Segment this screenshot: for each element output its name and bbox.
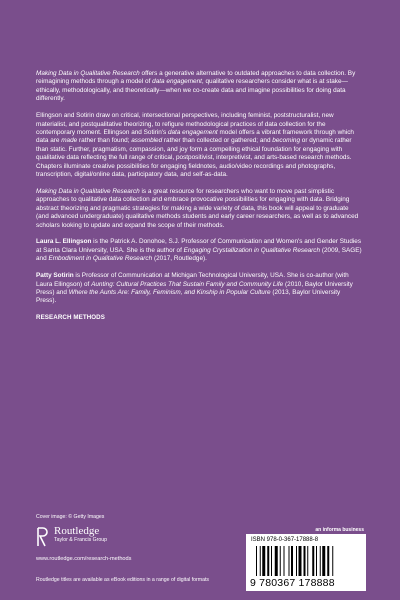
audience-title-italic: Making Data in Qualitative Research [36, 187, 140, 195]
author1-text-3: (2017, Routledge). [152, 255, 207, 263]
ebook-note: Routledge titles are available as eBook editions in a range of digital formats [36, 577, 210, 583]
approach-text-5: or dynamic rather than static. Further, pragmatism, compassion, and joy form a compelling ethical foundation for engaging with qualitative data reflecting the full range of critical, postpositivist, interpretivist, and arts-based research methods. Chapters illuminate creative possibilities for engaging fieldnotes, audio/video recordings and photographs, transcription, digital/online data, participatory data, and self-as-data. [36, 137, 352, 178]
author2-book-2: Where the Aunts Are: Family, Feminism, and Kinship in Popular Culture [68, 288, 271, 296]
author2-text-3: (2013, Baylor University Press). [36, 288, 341, 305]
approach-text-2: model offers a vibrant framework through which data are [36, 128, 354, 145]
cover-text-block [36, 70, 362, 331]
informa-tagline: an informa business [315, 527, 364, 533]
category-heading: RESEARCH METHODS [36, 314, 105, 322]
author1-text-1: is the Patrick A. Donohoe, S.J. Professor of Communication and Women's and Gender Studies at Santa Clara University, USA. She is the author of [36, 238, 362, 254]
barcode-number: 9 780367 178888 [250, 577, 335, 589]
approach-italic-2: made [61, 137, 78, 145]
author1-book-1: Engaging Crystallization in Qualitative Research [183, 246, 321, 254]
author-bio-ellingson [36, 238, 362, 263]
author-name-ellingson: Laura L. Ellingson [36, 238, 92, 246]
audience-paragraph [36, 188, 362, 230]
cover-image-credit: Cover image: © Getty Images [36, 514, 105, 520]
routledge-logo-icon [36, 527, 48, 547]
author2-book-1: Aunting: Cultural Practices That Sustain Family and Community Life [91, 280, 284, 288]
intro-italic-term: data engagement [152, 78, 202, 86]
approach-text-4: rather than collected or gathered; and [162, 137, 273, 145]
barcode-icon [256, 546, 361, 576]
intro-text-2: , qualitative researchers consider what is at stake—ethically, methodologically, and theoretically—when we co-create data and imagine possibilities for doing data differently. [36, 78, 348, 103]
intro-text-1: offers a generative alternative to outdated approaches to data collection. By reimagining methods through a model of [36, 70, 356, 86]
approach-paragraph [36, 112, 362, 179]
approach-italic-3: assembled [131, 137, 163, 145]
author-name-sotirin: Patty Sotirin [36, 272, 74, 280]
author-bio-sotirin [36, 272, 362, 306]
author1-text-2: (2009, SAGE) and [36, 246, 362, 263]
cover-footer [36, 514, 366, 594]
approach-text-3: rather than found; [77, 137, 132, 145]
barcode-panel [246, 534, 366, 591]
author1-book-2: Embodiment in Qualitative Research [48, 255, 153, 263]
author2-text-1: is Professor of Communication at Michigan Technological University, USA. She is co-author (with Laura Ellingson) of [36, 272, 349, 288]
approach-italic-1: data engagement [167, 128, 218, 136]
publisher-subtitle: Taylor & Francis Group [54, 537, 108, 543]
audience-text: is a great resource for researchers who want to move past simplistic approaches to qualitative data collection and embrace provocative possibilities for engaging with data. Bridging abstract theorizing and pragmatic strategies for making a wide variety of data, this book will appeal to graduate (and advanced undergraduate) qualitative methods students and early career researchers, as well as to advanced scholars looking to update and expand the scope of their methods. [36, 187, 359, 229]
intro-paragraph [36, 70, 362, 104]
isbn-text: ISBN 978-0-367-17888-8 [251, 537, 319, 543]
author2-text-2: (2010, Baylor University Press) and [36, 280, 353, 296]
approach-italic-4: becoming [272, 137, 301, 145]
book-title-italic: Making Data in Qualitative Research [36, 70, 140, 77]
publisher-name: Routledge [54, 525, 100, 537]
approach-text-1: Ellingson and Sotirin draw on critical, intersectional perspectives, including feminist, poststructuralist, new materialist, and postqualitative theorizing, to refigure methodological practices of data collection for the contemporary moment. Ellingson and Sotirin's [36, 112, 334, 136]
publisher-url: www.routledge.com/research-methods [36, 556, 132, 562]
publisher-logo [36, 525, 166, 553]
